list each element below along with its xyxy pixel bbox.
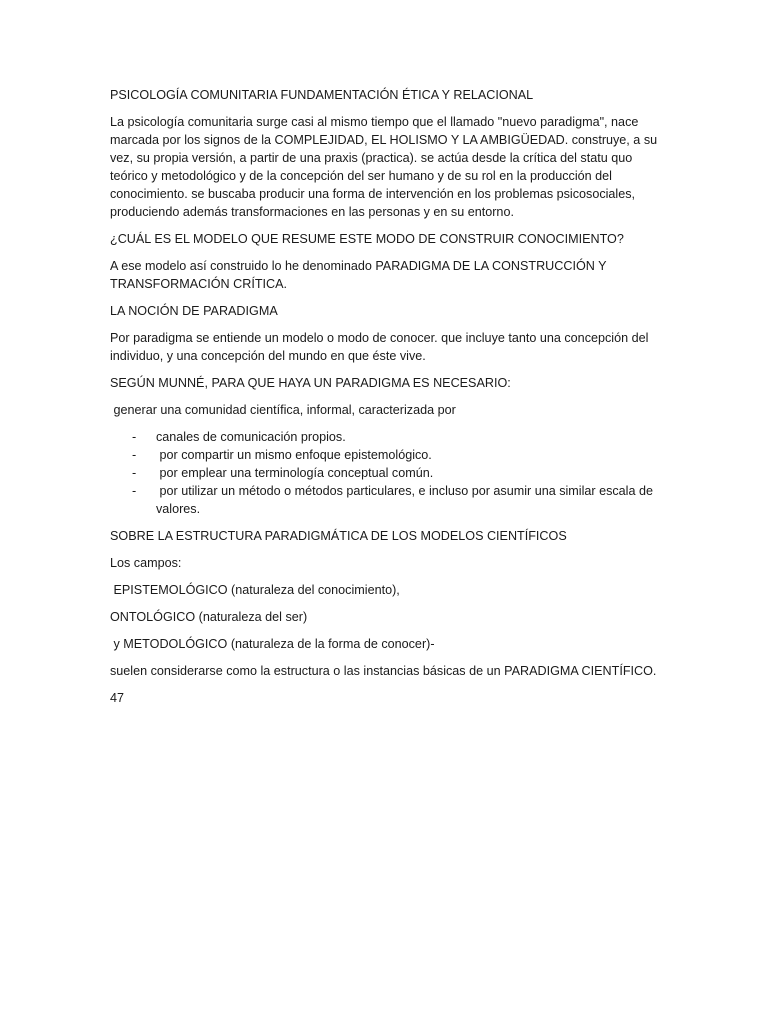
list-marker: - (132, 466, 137, 480)
list-marker: - (132, 448, 137, 462)
list-marker: - (132, 484, 137, 498)
list-item-text: canales de comunicación propios. (156, 430, 346, 444)
paradigm-heading: LA NOCIÓN DE PARADIGMA (110, 304, 278, 318)
list-item-text: por utilizar un método o métodos particulares, e incluso por asumir una similar escala de valores. (156, 484, 657, 516)
document-title: PSICOLOGÍA COMUNITARIA FUNDAMENTACIÓN ÉTICA Y RELACIONAL (110, 88, 534, 102)
munne-intro: generar una comunidad científica, informal, caracterizada por (110, 403, 456, 417)
list-item-text: por emplear una terminología conceptual común. (156, 466, 434, 480)
model-answer: A ese modelo así construido lo he denominado PARADIGMA DE LA CONSTRUCCIÓN Y TRANSFORMACIÓN CRÍTICA. (110, 259, 607, 291)
list-item (110, 428, 658, 446)
field-epistemologico: EPISTEMOLÓGICO (naturaleza del conocimiento), (110, 583, 400, 597)
model-question: ¿CUÁL ES EL MODELO QUE RESUME ESTE MODO DE CONSTRUIR CONOCIMIENTO? (110, 232, 624, 246)
list-item (110, 464, 658, 482)
list-item-text: por compartir un mismo enfoque epistemológico. (156, 448, 432, 462)
list-item (110, 446, 658, 464)
document-body (110, 86, 658, 707)
page-number: 47 (110, 691, 125, 705)
field-metodologico: y METODOLÓGICO (naturaleza de la forma de conocer)- (110, 637, 435, 651)
paradigm-definition: Por paradigma se entiende un modelo o modo de conocer. que incluye tanto una concepción del individuo, y una concepción del mundo en que éste vive. (110, 331, 649, 363)
fields-label: Los campos: (110, 556, 182, 570)
list-item (110, 482, 658, 518)
munne-heading: SEGÚN MUNNÉ, PARA QUE HAYA UN PARADIGMA ES NECESARIO: (110, 376, 511, 390)
list-marker: - (132, 430, 137, 444)
structure-heading: SOBRE LA ESTRUCTURA PARADIGMÁTICA DE LOS MODELOS CIENTÍFICOS (110, 529, 567, 543)
munne-list (110, 428, 658, 518)
conclusion-paragraph: suelen considerarse como la estructura o las instancias básicas de un PARADIGMA CIENTÍFICO. (110, 664, 657, 678)
intro-paragraph: La psicología comunitaria surge casi al mismo tiempo que el llamado "nuevo paradigma", nace marcada por los signos de la COMPLEJIDAD, EL HOLISMO Y LA AMBIGÜEDAD. construye, a su vez, su propia versión, a partir de una praxis (practica). se actúa desde la crítica del statu quo teórico y metodológico y de la concepción del ser humano y de su rol en la producción del conocimiento. se buscaba producir una forma de intervención en los problemas psicosociales, produciendo además transformaciones en las personas y en su entorno. (110, 115, 658, 219)
field-ontologico: ONTOLÓGICO (naturaleza del ser) (110, 610, 308, 624)
